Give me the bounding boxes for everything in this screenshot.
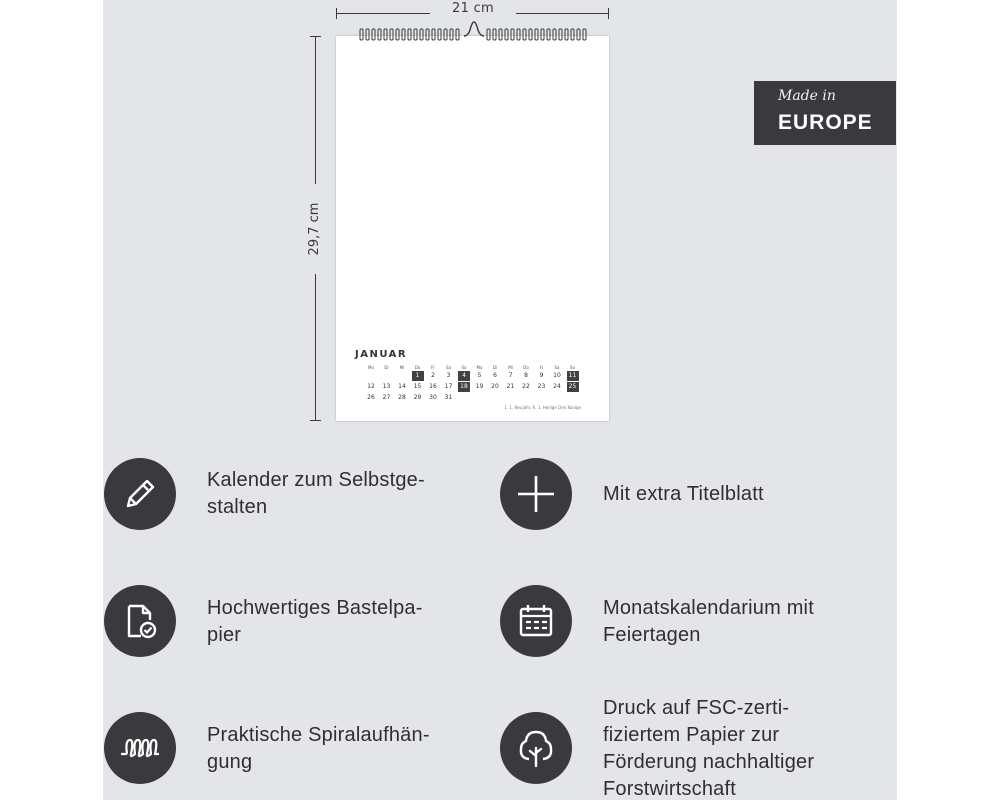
calendar-holidays-note: 1. 1. Neujahr, 6. 1. Heilige Drei Könige [504,405,581,410]
feature-kalender-line: stalten [207,496,268,518]
feature-bastelpapier-line: Hochwertiges Bastelpa- [207,597,423,619]
spiral-loop [366,29,369,40]
spiral-loop [438,29,441,40]
spiral-loop [420,29,423,40]
height-dimension-cap-top [310,36,321,37]
height-dimension-label: 29,7 cm [306,184,324,274]
calendar-weekday-head: So [461,365,467,370]
calendar-day: 17 [444,383,453,390]
calendar-day: 2 [431,372,435,379]
spiral-loop [559,29,562,40]
spiral-loop [547,29,550,40]
calendar-day: 13 [382,383,391,390]
spiral-binding-right [485,28,587,42]
spiral-binding-left [358,28,460,42]
width-dimension-cap-right [608,8,609,19]
feature-spiral-text [207,722,430,776]
feature-spiral-line: gung [207,751,253,773]
calendar-day: 14 [398,383,406,390]
feature-fsc-line: Förderung nachhaltiger [603,751,815,773]
feature-kalender-text [207,467,425,521]
calendar-day: 29 [413,394,422,401]
calendar-weekday-head: Mi [399,365,405,370]
spiral-loop [378,29,381,40]
calendar-day: 25 [567,382,579,392]
spiral-loop [529,29,532,40]
calendar-weekday-head: Fr [539,365,544,370]
calendar-day: 11 [567,371,579,381]
spiral-icon [104,712,176,784]
feature-bastelpapier-line: pier [207,624,242,646]
calendar-day: 20 [491,383,499,390]
spiral-loop [511,29,514,40]
calendar-weekday-head: Sa [554,365,560,370]
badge-europe-text: EUROPE [778,111,873,134]
calendar-weekday-head: Sa [446,365,451,370]
calendar-day: 24 [553,383,561,390]
calendar-weekday-head: Mi [508,365,513,370]
feature-kalender-line: Kalender zum Selbstge- [207,469,425,491]
calendar-day: 5 [477,372,482,379]
spiral-loop [384,29,387,40]
spiral-loop [402,29,405,40]
feature-fsc-line: Forstwirtschaft [603,778,737,800]
calendar-weekday-head: Mo [368,365,374,370]
feature-fsc-line: fiziertem Papier zur [603,724,780,746]
spiral-loop [535,29,538,40]
calendar-day: 12 [367,383,375,390]
tree-icon [500,712,572,784]
calendar-day: 6 [493,372,497,379]
calendar-day: 26 [367,394,375,401]
width-dimension-label: 21 cm [430,1,516,16]
feature-kalendarium-line: Monatskalendarium mit [603,597,814,619]
calendar-weekday-head: Do [523,365,529,370]
badge-made-in-text: Made in [778,88,836,104]
feature-fsc-text [603,695,814,803]
calendar-weekday-head: Fr [431,365,435,370]
calendar-day: 15 [413,383,422,390]
calendar-day: 22 [522,383,530,390]
calendar-day: 28 [398,394,406,401]
calendar-day: 31 [444,394,453,401]
height-dimension-cap-bottom [310,420,321,421]
feature-kalendarium-line: Feiertagen [603,624,701,646]
calendar-day: 7 [508,372,513,379]
spiral-loop [372,29,375,40]
feature-titelblatt-text [603,481,764,508]
spiral-loop [444,29,447,40]
spiral-loop [390,29,393,40]
feature-kalendarium-text [603,595,814,649]
calendar-month-name: JANUAR [355,349,408,360]
calendar-sheet [336,36,609,421]
width-dimension-cap-left [336,8,337,19]
plus-icon [500,458,572,530]
pencil-icon [104,458,176,530]
spiral-loop [571,29,574,40]
calendar-weekday-head: Do [414,365,421,370]
spiral-loop [408,29,411,40]
calendar-day: 1 [412,371,424,381]
calendar-day: 27 [382,394,391,401]
hanger-hook [462,16,486,40]
spiral-loop [541,29,544,40]
calendar-weekday-head: Di [492,365,498,370]
calendar-day: 16 [429,383,437,390]
spiral-loop [360,29,363,40]
spiral-loop [505,29,508,40]
spiral-loop [553,29,556,40]
calendar-weekday-head: Mo [476,365,483,370]
spiral-loop [523,29,526,40]
spiral-loop [499,29,502,40]
feature-spiral-line: Praktische Spiralaufhän- [207,724,430,746]
spiral-loop [426,29,429,40]
feature-fsc-line: Druck auf FSC-zerti- [603,697,790,719]
spiral-loop [583,29,586,40]
made-in-europe-badge [754,81,896,145]
spiral-loop [517,29,520,40]
calendar-day: 4 [458,371,470,381]
spiral-loop [493,29,496,40]
calendar-day: 23 [537,383,546,390]
calendar-day: 18 [458,382,470,392]
calendar-weekday-head: So [570,365,575,370]
calendar-day: 30 [429,394,437,401]
calendar-day: 3 [446,372,451,379]
calendar-day: 21 [506,383,515,390]
spiral-loop [456,29,459,40]
spiral-loop [432,29,435,40]
calendar-day: 10 [553,372,561,379]
feature-titelblatt-line: Mit extra Titelblatt [603,483,764,505]
calendar-day: 8 [524,372,528,379]
spiral-loop [565,29,568,40]
spiral-loop [487,29,490,40]
spiral-loop [577,29,580,40]
calendar-icon [500,585,572,657]
spiral-loop [450,29,453,40]
calendar-day: 9 [539,372,544,379]
calendar-weekday-head: Di [384,365,389,370]
spiral-loop [414,29,417,40]
spiral-loop [396,29,399,40]
paper-check-icon [104,585,176,657]
feature-bastelpapier-text [207,595,423,649]
calendar-day: 19 [475,383,484,390]
